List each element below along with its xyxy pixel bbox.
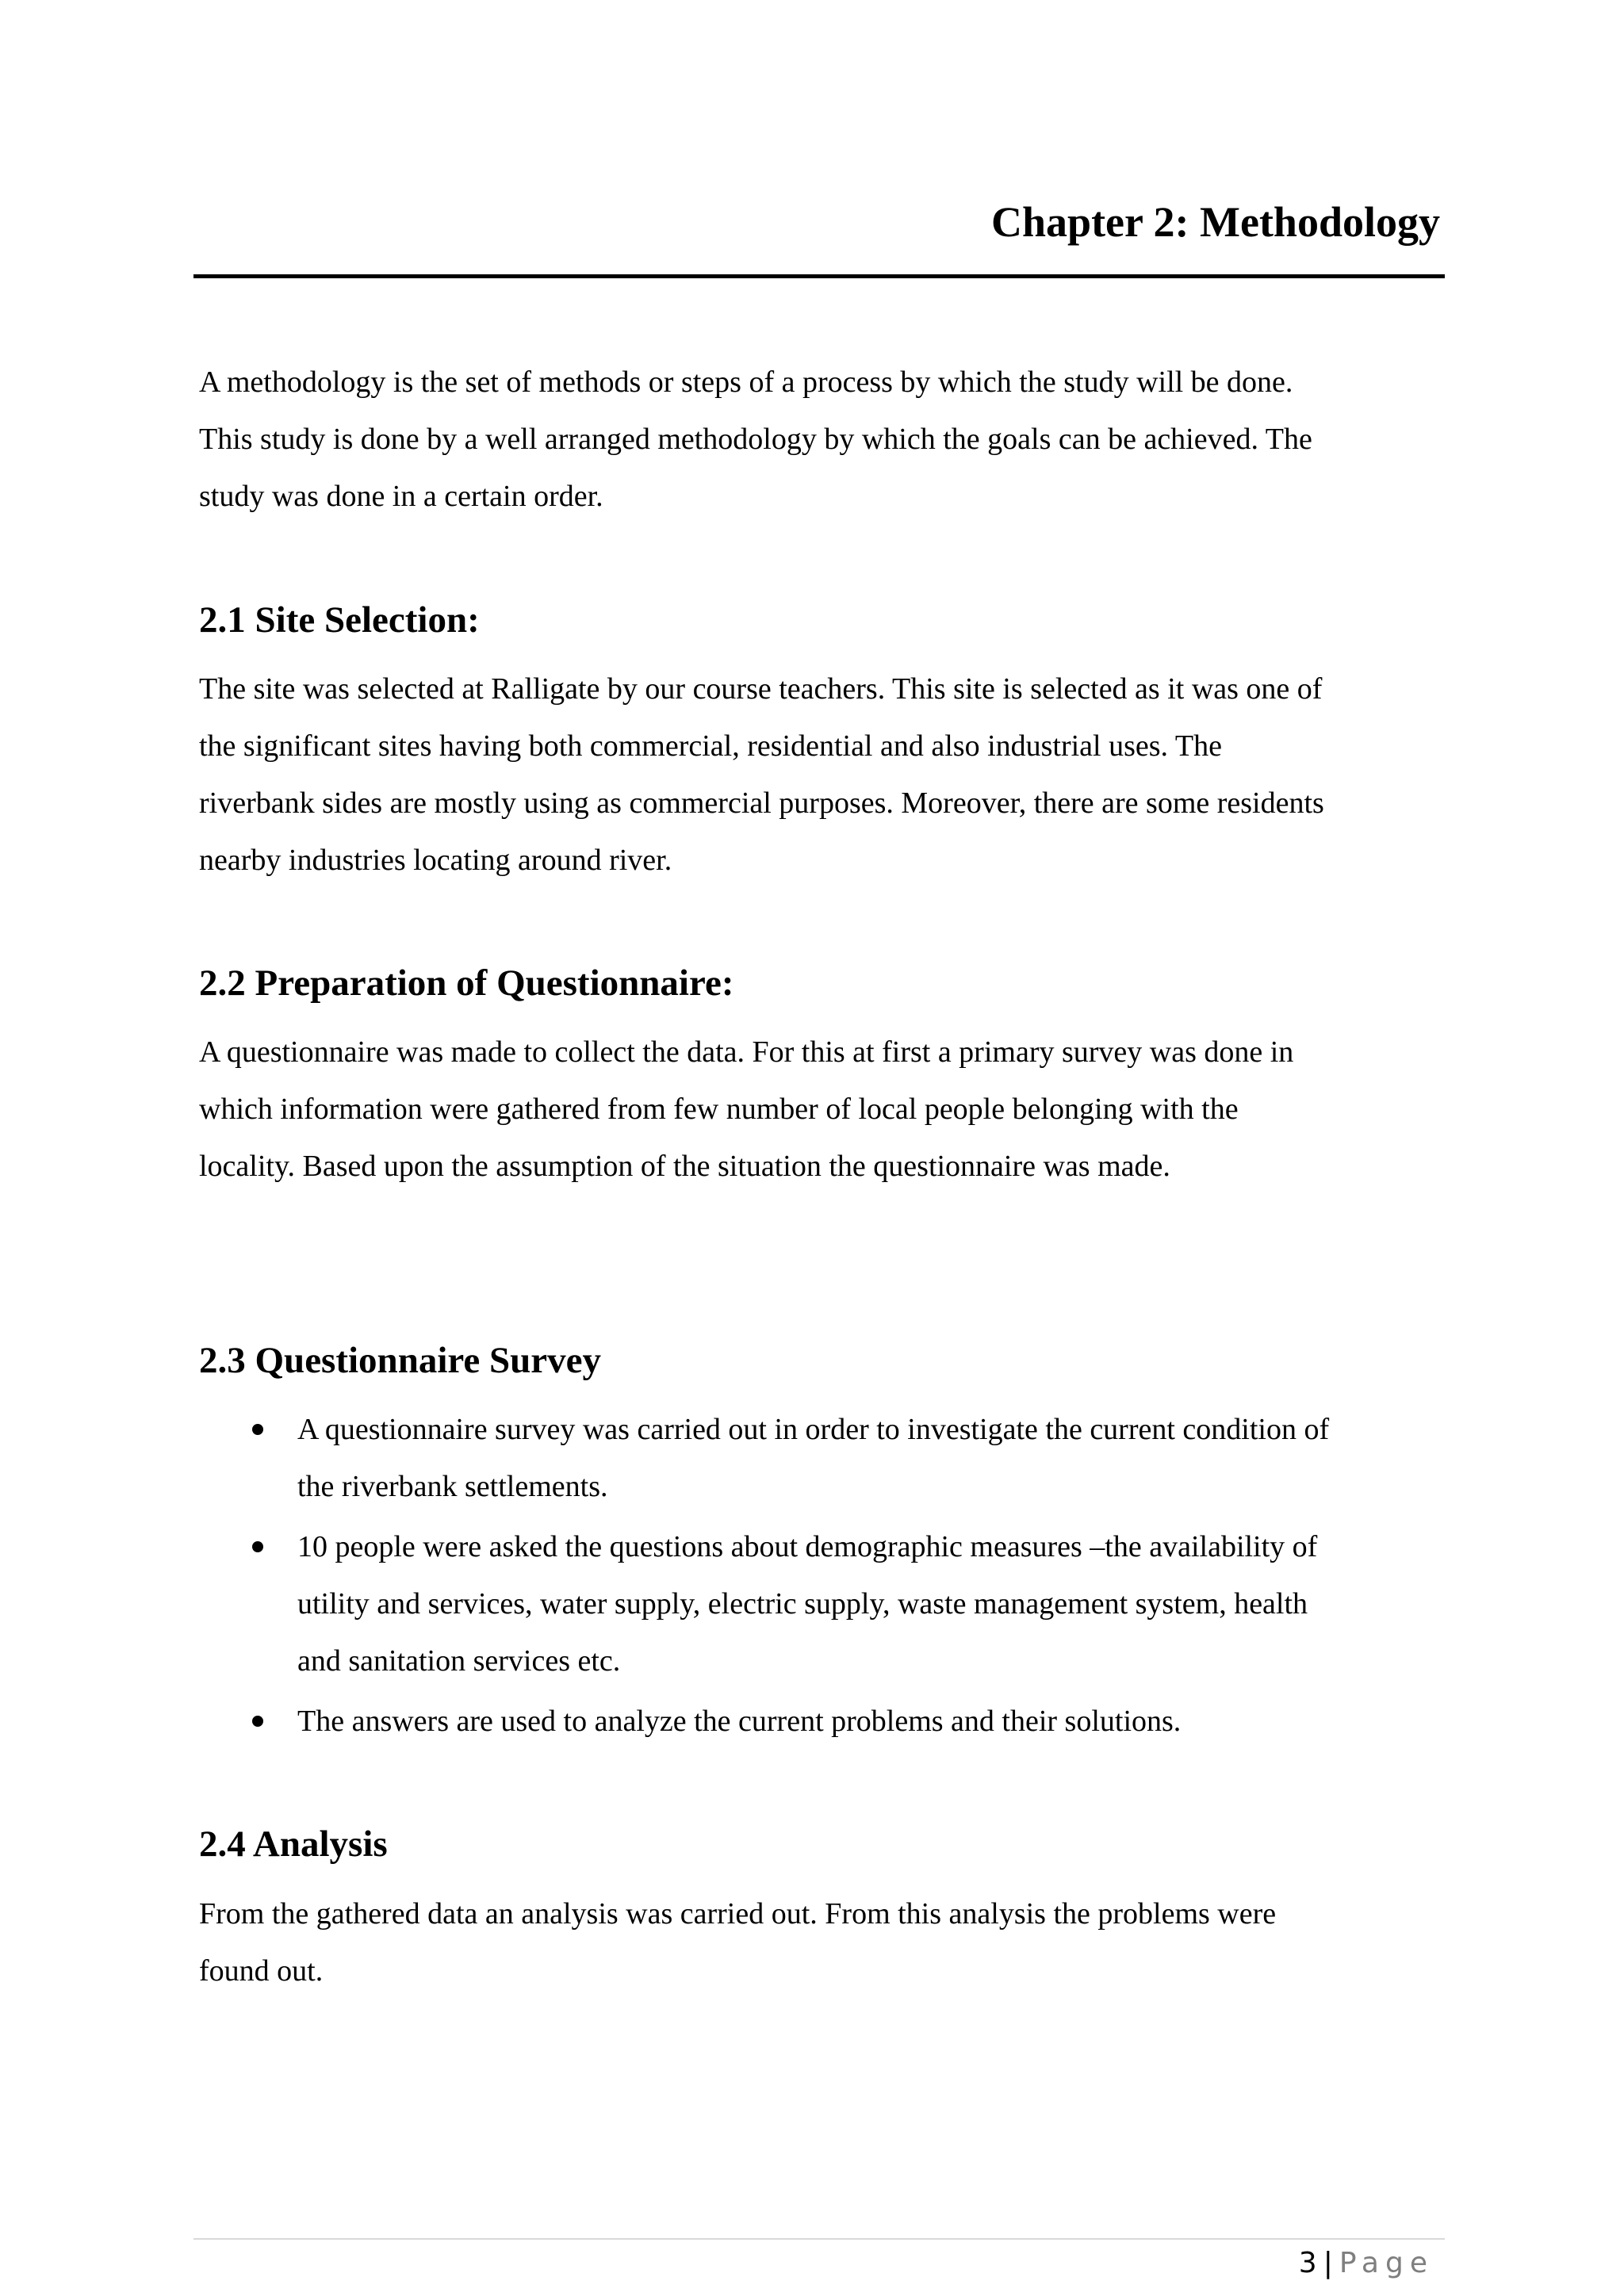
- preparation-paragraph: [199, 1024, 1440, 1195]
- survey-bullet-list: [199, 1401, 1440, 1753]
- paragraph-line: study was done in a certain order.: [199, 480, 603, 513]
- chapter-title-rule: [193, 274, 1445, 278]
- chapter-title: Chapter 2: Methodology: [991, 198, 1440, 246]
- paragraph-line: A methodology is the set of methods or steps of a process by which the study will be done.: [199, 365, 1293, 399]
- section-heading-questionnaire-survey: 2.3 Questionnaire Survey: [199, 1340, 602, 1381]
- bullet-line: 10 people were asked the questions about demographic measures –the availability of: [297, 1530, 1318, 1563]
- footer-separator: |: [1323, 2247, 1333, 2279]
- paragraph-line: nearby industries locating around river.: [199, 844, 672, 877]
- paragraph-line: riverbank sides are mostly using as commercial purposes. Moreover, there are some residents: [199, 786, 1324, 820]
- bullet-icon: [252, 1716, 263, 1727]
- list-item: [199, 1518, 1440, 1689]
- bullet-line: utility and services, water supply, electric supply, waste management system, health: [297, 1587, 1308, 1621]
- paragraph-line: This study is done by a well arranged methodology by which the goals can be achieved. The: [199, 423, 1312, 456]
- section-heading-analysis: 2.4 Analysis: [199, 1823, 388, 1865]
- paragraph-line: A questionnaire was made to collect the data. For this at first a primary survey was done in: [199, 1035, 1294, 1069]
- bullet-line: A questionnaire survey was carried out in order to investigate the current condition of: [297, 1413, 1330, 1446]
- bullet-line: The answers are used to analyze the current problems and their solutions.: [297, 1705, 1182, 1738]
- footer-rule: [193, 2238, 1445, 2240]
- site-selection-paragraph: [199, 660, 1440, 889]
- list-item: [199, 1401, 1440, 1515]
- page-label: Page: [1339, 2247, 1434, 2279]
- page-number: 3: [1298, 2247, 1317, 2279]
- list-item: [199, 1693, 1440, 1750]
- page-footer: [1299, 2245, 1434, 2282]
- section-heading-site-selection: 2.1 Site Selection:: [199, 599, 480, 641]
- paragraph-line: which information were gathered from few number of local people belonging with the: [199, 1093, 1239, 1126]
- bullet-line: and sanitation services etc.: [297, 1644, 621, 1678]
- bullet-icon: [252, 1541, 263, 1552]
- paragraph-line: locality. Based upon the assumption of the situation the questionnaire was made.: [199, 1150, 1170, 1183]
- intro-paragraph: [199, 354, 1440, 525]
- bullet-line: the riverbank settlements.: [297, 1470, 608, 1503]
- paragraph-line: the significant sites having both commercial, residential and also industrial uses. The: [199, 729, 1222, 763]
- paragraph-line: From the gathered data an analysis was carried out. From this analysis the problems were: [199, 1897, 1277, 1931]
- bullet-icon: [252, 1424, 263, 1435]
- section-heading-preparation-of-questionnaire: 2.2 Preparation of Questionnaire:: [199, 962, 734, 1004]
- analysis-paragraph: [199, 1885, 1440, 1999]
- paragraph-line: found out.: [199, 1954, 324, 1988]
- paragraph-line: The site was selected at Ralligate by our course teachers. This site is selected as it was one of: [199, 672, 1323, 706]
